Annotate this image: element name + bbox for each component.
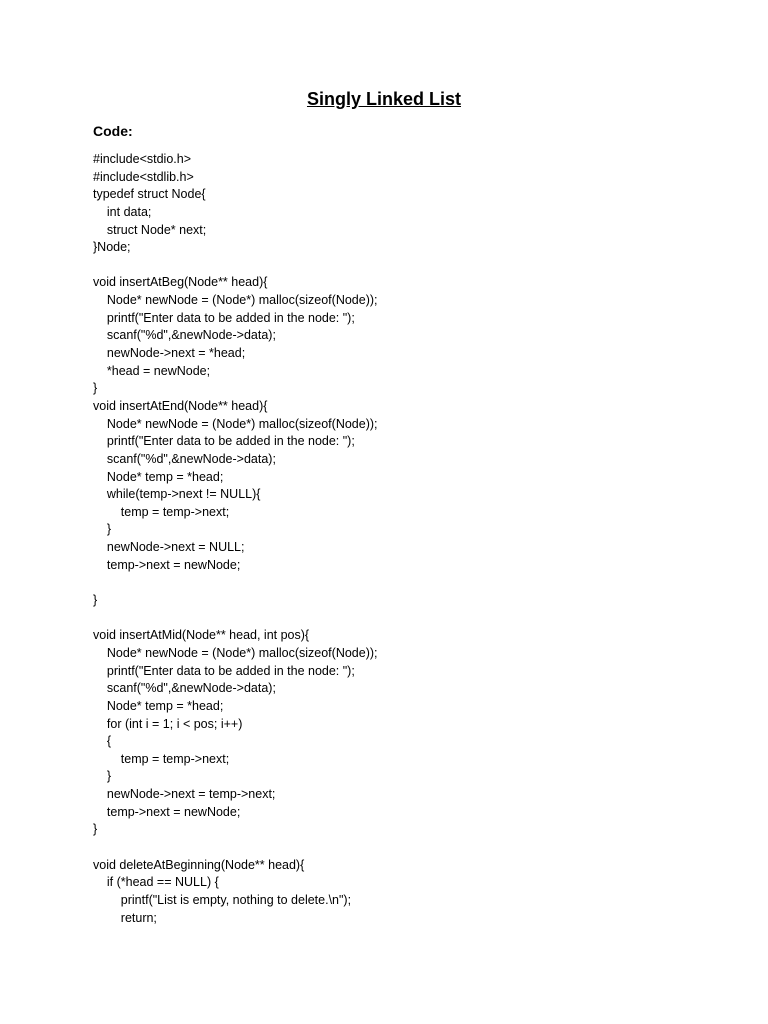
code-line — [93, 839, 693, 857]
code-line: *head = newNode; — [93, 363, 211, 378]
code-line: Node* newNode = (Node*) malloc(sizeof(Node)); — [93, 645, 378, 660]
code-line: printf("Enter data to be added in the node: "); — [93, 663, 355, 678]
code-line: temp->next = newNode; — [93, 804, 241, 819]
code-line: printf("List is empty, nothing to delete.\n"); — [93, 892, 352, 907]
code-line: scanf("%d",&newNode->data); — [93, 328, 276, 343]
code-line: }Node; — [93, 240, 131, 255]
code-line: Node* temp = *head; — [93, 698, 224, 713]
code-line: printf("Enter data to be added in the node: "); — [93, 434, 355, 449]
code-line: #include<stdio.h> — [93, 152, 191, 166]
code-line — [93, 257, 693, 275]
code-line: void insertAtMid(Node** head, int pos){ — [93, 628, 310, 643]
code-heading: Code: — [93, 123, 133, 139]
code-line: newNode->next = temp->next; — [93, 787, 276, 802]
code-line: void insertAtEnd(Node** head){ — [93, 398, 268, 413]
code-line: return; — [93, 910, 157, 925]
code-line: int data; — [93, 204, 152, 219]
code-line — [93, 610, 693, 628]
code-line: temp = temp->next; — [93, 751, 230, 766]
code-line: while(temp->next != NULL){ — [93, 487, 261, 502]
code-line: struct Node* next; — [93, 222, 207, 237]
code-line: { — [93, 734, 112, 749]
code-line: Node* newNode = (Node*) malloc(sizeof(Node)); — [93, 416, 378, 431]
code-line: } — [93, 522, 112, 537]
document-title: Singly Linked List — [306, 89, 462, 109]
code-line: } — [93, 381, 98, 396]
code-line: temp->next = newNode; — [93, 557, 241, 572]
code-line: Node* newNode = (Node*) malloc(sizeof(Node)); — [93, 293, 378, 308]
code-line: for (int i = 1; i < pos; i++) — [93, 716, 243, 731]
code-line: newNode->next = NULL; — [93, 540, 245, 555]
code-line: printf("Enter data to be added in the node: "); — [93, 310, 355, 325]
code-line — [93, 574, 693, 592]
code-line: newNode->next = *head; — [93, 346, 246, 361]
code-line: } — [93, 593, 98, 608]
code-line: } — [93, 769, 112, 784]
code-line: #include<stdlib.h> — [93, 169, 194, 184]
code-block — [93, 151, 693, 927]
code-line: Node* temp = *head; — [93, 469, 224, 484]
code-line: scanf("%d",&newNode->data); — [93, 681, 276, 696]
code-line: temp = temp->next; — [93, 504, 230, 519]
code-line: scanf("%d",&newNode->data); — [93, 451, 276, 466]
code-line: void deleteAtBeginning(Node** head){ — [93, 857, 305, 872]
code-line: void insertAtBeg(Node** head){ — [93, 275, 268, 290]
code-line: typedef struct Node{ — [93, 187, 206, 202]
code-line: } — [93, 822, 98, 837]
code-line: if (*head == NULL) { — [93, 875, 219, 890]
